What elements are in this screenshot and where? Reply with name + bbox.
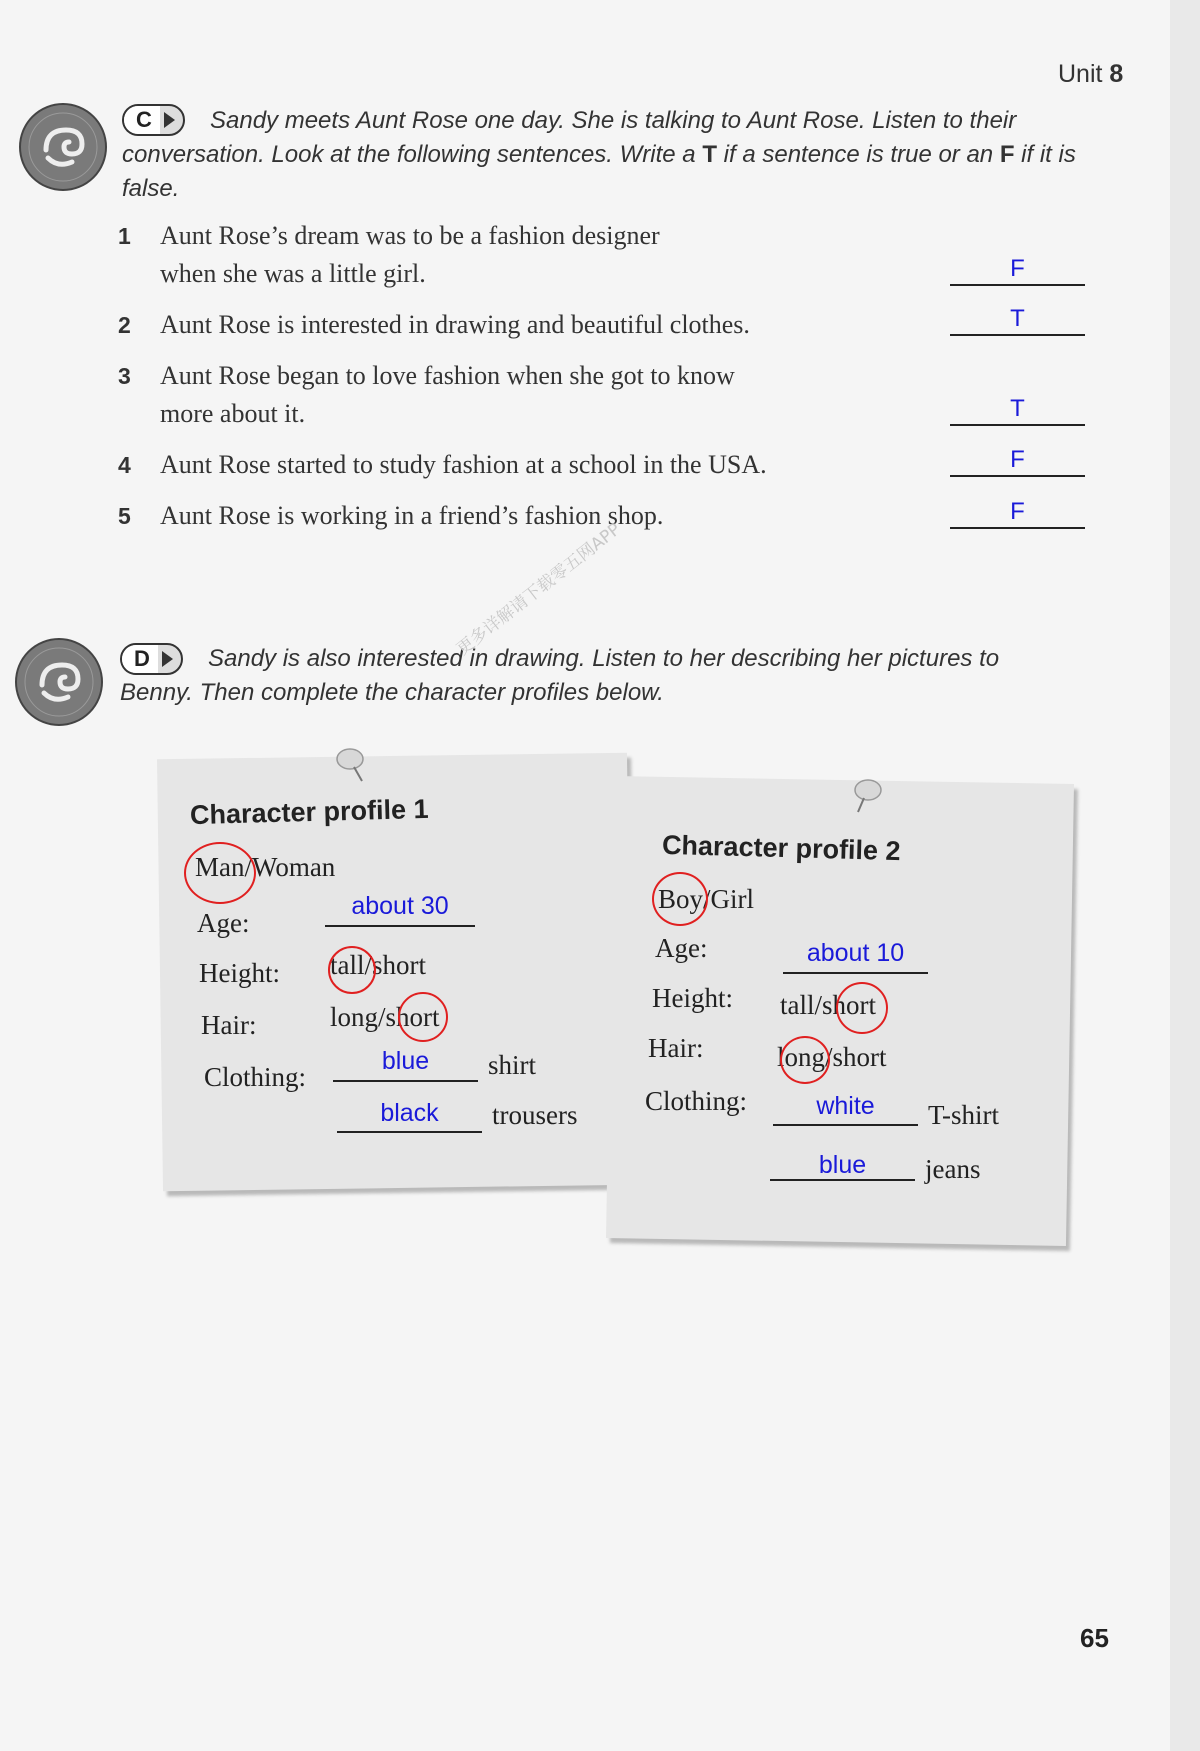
answer-text: F bbox=[1010, 255, 1025, 282]
clothing-blank[interactable] bbox=[337, 1131, 482, 1133]
profile-2-clothing2-answer: blue bbox=[818, 1151, 867, 1179]
profile-2-clothing1-item: T-shirt bbox=[928, 1100, 1000, 1130]
profile-1-clothing2-item: trousers bbox=[492, 1100, 578, 1130]
profile-1-clothing-label: Clothing: bbox=[204, 1062, 307, 1092]
profile-2-hair-label: Hair: bbox=[648, 1033, 704, 1063]
answer-circle bbox=[184, 842, 256, 904]
profile-1-height-label: Height: bbox=[199, 958, 280, 988]
pushpin-icon bbox=[330, 745, 370, 785]
answer-circle bbox=[398, 992, 448, 1042]
age-blank[interactable] bbox=[783, 972, 928, 974]
age-blank[interactable] bbox=[325, 925, 475, 927]
profile-1-title: Character profile 1 bbox=[189, 793, 429, 831]
clothing-blank[interactable] bbox=[773, 1124, 918, 1126]
answer-blank[interactable] bbox=[950, 527, 1085, 529]
profile-2-clothing2-item: jeans bbox=[925, 1154, 981, 1184]
profile-2-gender: Boy/Girl bbox=[658, 884, 755, 914]
page-edge bbox=[1170, 0, 1200, 1751]
cd-listening-icon bbox=[14, 637, 104, 727]
profile-2-hair-options: long/short bbox=[777, 1042, 887, 1072]
answer-blank[interactable] bbox=[950, 284, 1085, 286]
profile-1-clothing2-answer: black bbox=[380, 1099, 439, 1127]
watermark: 更多详解请下载零五网APP bbox=[453, 519, 625, 660]
profile-2-title: Character profile 2 bbox=[661, 829, 901, 867]
clothing-blank[interactable] bbox=[333, 1080, 478, 1082]
profile-2-clothing1-answer: white bbox=[816, 1092, 875, 1120]
cd-listening-icon bbox=[18, 102, 108, 192]
profile-2-height-options: tall/short bbox=[780, 990, 876, 1020]
profile-2-clothing-label: Clothing: bbox=[645, 1086, 748, 1116]
answer-text: F bbox=[1010, 446, 1025, 473]
answer-circle bbox=[652, 872, 708, 926]
answer-text: F bbox=[1010, 498, 1025, 525]
profile-1-age-label: Age: bbox=[197, 908, 250, 938]
answer-circle bbox=[780, 1036, 830, 1084]
answer-blank[interactable] bbox=[950, 475, 1085, 477]
unit-header: Unit 8 bbox=[1058, 60, 1124, 88]
profile-2-height-label: Height: bbox=[652, 983, 733, 1013]
section-d-badge: D bbox=[120, 643, 183, 675]
answer-circle bbox=[836, 982, 888, 1034]
section-c-badge: C bbox=[122, 104, 185, 136]
profile-2-age-answer: about 10 bbox=[806, 939, 905, 967]
profile-2-age-label: Age: bbox=[655, 933, 708, 963]
profile-1-clothing1-answer: blue bbox=[381, 1047, 430, 1075]
pushpin-icon bbox=[846, 776, 886, 816]
answer-blank[interactable] bbox=[950, 334, 1085, 336]
page-number: 65 bbox=[1080, 1623, 1109, 1653]
clothing-blank[interactable] bbox=[770, 1179, 915, 1181]
profile-1-age-answer: about 30 bbox=[351, 892, 449, 920]
section-c-instructions: Sandy meets Aunt Rose one day. She is talking to Aunt Rose. Listen to their conversation. Look at the following sentences. Write a T if a sentence is true or an F if it is false. bbox=[122, 107, 1076, 202]
profile-1-height-options: tall/short bbox=[330, 950, 426, 980]
profile-1-hair-options: long/short bbox=[330, 1002, 440, 1032]
workbook-page: Unit 8 C Sandy meets Aunt Rose one day. She is talking to Aunt Rose. Listen to their conversation. Look at the following sentences. Write a T if a sentence is true or an F if it is false. 1 Aunt Rose’s dream was to be a fashion designer when she was a little girl. F 2 Aunt Rose is interested in drawing and beautiful clothes. T 3 Aunt Rose began to love fashion when she got to know more about it. T 4 Aunt Rose started to study fashion at a school in the USA. F 5 Aunt Rose is working in a friend’s fashion shop. F D Sandy is also interested in drawing. Listen to her describing her pictures to Benny. Then complete the character profiles below. 更多详解请下载零五网APP Character profile 1 Man/Woman Age: about 30 Height: tall/short Hair: long/short Clothing: blue shirt black trousers Character profile 2 Boy/Girl Age: about 10 Height: tall/short Hair: long/short Clothing: white T-shirt blue jeans 65 bbox=[0, 0, 1200, 1751]
answer-text: T bbox=[1010, 395, 1025, 422]
profile-1-gender: Man/Woman bbox=[195, 852, 336, 882]
answer-blank[interactable] bbox=[950, 424, 1085, 426]
answer-text: T bbox=[1010, 305, 1025, 332]
section-d-instructions: Sandy is also interested in drawing. Listen to her describing her pictures to Benny. Then complete the character profiles below. bbox=[120, 645, 1000, 706]
answer-circle bbox=[328, 946, 376, 994]
profile-1-clothing1-item: shirt bbox=[488, 1050, 537, 1080]
profile-1-hair-label: Hair: bbox=[201, 1010, 257, 1040]
